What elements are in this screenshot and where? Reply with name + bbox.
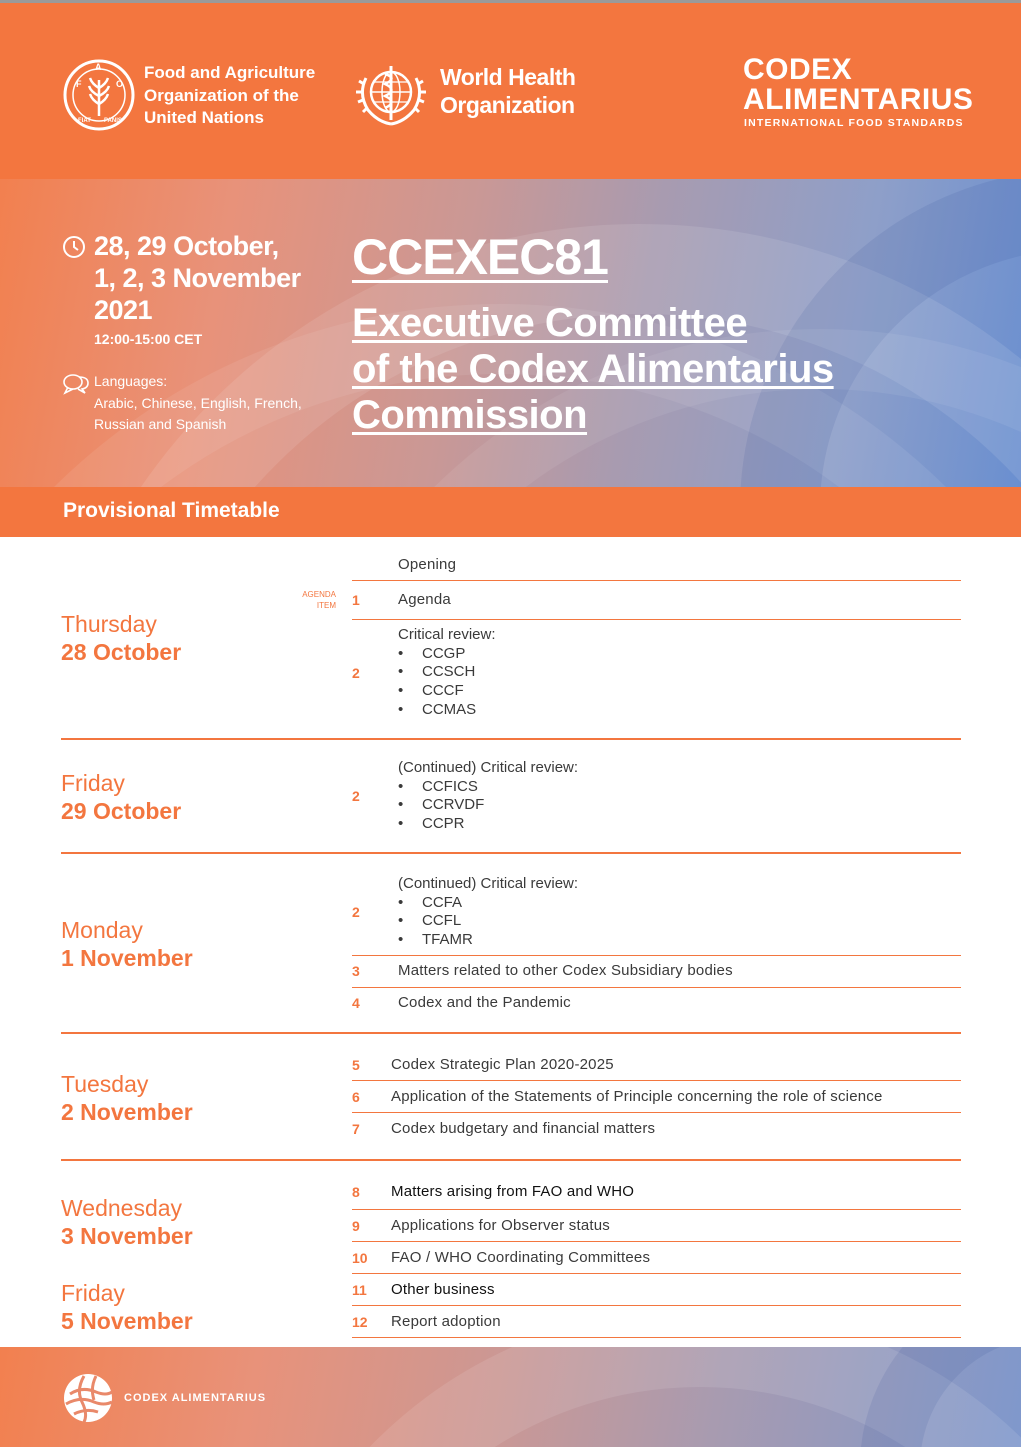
list-item: • CCCF (398, 682, 496, 701)
timetable-heading-band (0, 487, 1021, 537)
list-item: • TFAMR (398, 931, 578, 950)
agenda-item-number: 1 (352, 592, 360, 608)
agenda-item-number: 4 (352, 995, 360, 1011)
agenda-row-pandemic: Codex and the Pandemic (398, 994, 571, 1011)
row-divider (352, 619, 961, 620)
agenda-row-strategic-plan: Codex Strategic Plan 2020-2025 (391, 1056, 614, 1073)
day-divider (61, 738, 961, 740)
list-item: • CCMAS (398, 701, 496, 720)
agenda-item-number: 7 (352, 1121, 360, 1137)
agenda-item-number: 3 (352, 963, 360, 979)
fao-logo-icon (62, 58, 136, 132)
agenda-item-number: 6 (352, 1089, 360, 1105)
meeting-dates: 28, 29 October, 1, 2, 3 November 2021 (94, 231, 301, 325)
who-name: World Health Organization (440, 64, 576, 118)
clock-icon (62, 235, 86, 259)
agenda-row-budgetary-matters: Codex budgetary and financial matters (391, 1120, 656, 1137)
svg-text:F: F (76, 79, 82, 89)
svg-text:O: O (116, 79, 124, 89)
fao-name: Food and Agriculture Organization of the United Nations (144, 63, 316, 127)
codex-tagline: INTERNATIONAL FOOD STANDARDS (744, 117, 964, 129)
timetable-heading: Provisional Timetable (63, 499, 280, 522)
day-friday-5-november: Friday 5 November (61, 1280, 193, 1334)
agenda-row-agenda: Agenda (398, 591, 451, 608)
meeting-code: CCEXEC81 (352, 229, 608, 285)
meeting-title: Executive Committee of the Codex Alimentarius Commission (352, 301, 834, 437)
agenda-item-number: 8 (352, 1184, 360, 1200)
languages-label: Languages: (94, 373, 168, 389)
agenda-row-observer-status: Applications for Observer status (391, 1217, 610, 1234)
agenda-row-opening: Opening (398, 556, 457, 573)
agenda-item-number: 10 (352, 1250, 368, 1266)
agenda-row-subsidiary-bodies: Matters related to other Codex Subsidiary bodies (398, 962, 733, 979)
row-divider (352, 1112, 961, 1113)
agenda-item-number: 2 (352, 788, 360, 804)
languages-list: Arabic, Chinese, English, French, Russian and Spanish (94, 395, 302, 432)
codex-wordmark: CODEX ALIMENTARIUS (743, 53, 974, 116)
meeting-time: 12:00-15:00 CET (94, 331, 203, 347)
agenda-row-report-adoption: Report adoption (391, 1313, 501, 1330)
row-divider (352, 1273, 961, 1274)
agenda-item-number: 5 (352, 1057, 360, 1073)
day-divider (61, 1159, 961, 1161)
speech-bubbles-icon (62, 372, 90, 396)
row-divider (352, 1241, 961, 1242)
row-divider (352, 1209, 961, 1210)
agenda-row-fao-who-matters: Matters arising from FAO and WHO (391, 1183, 635, 1200)
list-item: • CCFA (398, 894, 578, 913)
agenda-row-statements-of-principle: Application of the Statements of Principle concerning the role of science (391, 1088, 883, 1105)
row-divider (352, 1305, 961, 1306)
agenda-row-critical-review-continued: (Continued) Critical review: • CCFICS • CCRVDF • CCPR (398, 759, 578, 834)
row-divider (352, 987, 961, 988)
row-divider (352, 580, 961, 581)
day-thursday-28-october: Thursday 28 October (61, 611, 182, 665)
agenda-row-critical-review: Critical review: • CCGP • CCSCH • CCCF • CCMAS (398, 626, 496, 720)
list-item: • CCFICS (398, 778, 578, 797)
list-item: • CCPR (398, 815, 578, 834)
day-monday-1-november: Monday 1 November (61, 917, 193, 971)
agenda-item-number: 2 (352, 904, 360, 920)
row-divider (352, 1337, 961, 1338)
svg-text:A: A (95, 62, 102, 72)
agenda-item-label: AGENDA ITEM (302, 590, 336, 610)
agenda-row-critical-review-continued: (Continued) Critical review: • CCFA • CCFL • TFAMR (398, 875, 578, 950)
day-divider (61, 852, 961, 854)
agenda-row-coordinating-committees: FAO / WHO Coordinating Committees (391, 1249, 651, 1266)
svg-text:PANIS: PANIS (104, 118, 122, 124)
agenda-row-other-business: Other business (391, 1281, 495, 1298)
list-item: • CCFL (398, 912, 578, 931)
who-emblem-icon (354, 58, 428, 130)
footer-label: CODEX ALIMENTARIUS (124, 1392, 267, 1404)
codex-globe-logo-icon (62, 1372, 114, 1424)
list-item: • CCSCH (398, 663, 496, 682)
day-divider (61, 1032, 961, 1034)
list-item: • CCGP (398, 645, 496, 664)
row-divider (352, 955, 961, 956)
day-wednesday-3-november: Wednesday 3 November (61, 1195, 193, 1249)
agenda-item-number: 12 (352, 1314, 368, 1330)
list-item: • CCRVDF (398, 796, 578, 815)
day-friday-29-october: Friday 29 October (61, 770, 182, 824)
day-tuesday-2-november: Tuesday 2 November (61, 1071, 193, 1125)
agenda-item-number: 11 (352, 1282, 367, 1298)
row-divider (352, 1080, 961, 1081)
agenda-item-number: 2 (352, 665, 360, 681)
agenda-item-number: 9 (352, 1218, 360, 1234)
svg-text:FIAT: FIAT (78, 118, 91, 124)
